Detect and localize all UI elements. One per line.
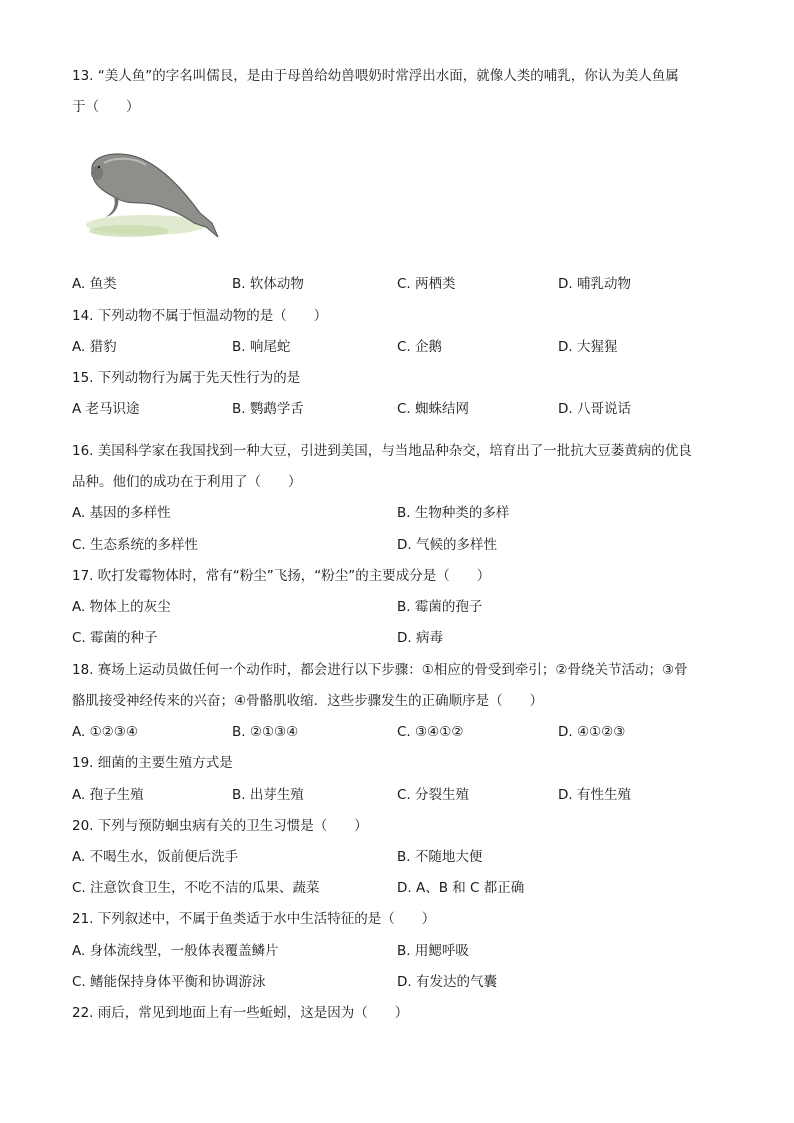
question-13-option-a: A. 鱼类 — [72, 276, 117, 292]
question-19-option-d: D. 有性生殖 — [558, 787, 631, 803]
question-21-option-b: B. 用鳃呼吸 — [397, 943, 469, 959]
dugong-illustration-icon — [84, 147, 224, 243]
question-17-option-d: D. 病毒 — [397, 630, 443, 646]
question-21-option-c: C. 鳍能保持身体平衡和协调游泳 — [72, 974, 266, 990]
question-14-stem: 14. 下列动物不属于恒温动物的是（ ） — [72, 308, 328, 324]
question-20-option-b: B. 不随地大便 — [397, 849, 483, 865]
question-16-option-d: D. 气候的多样性 — [397, 537, 497, 553]
question-20-option-a: A. 不喝生水，饭前便后洗手 — [72, 849, 239, 865]
question-16-option-a: A. 基因的多样性 — [72, 505, 171, 521]
question-15-option-a: A 老马识途 — [72, 401, 140, 417]
question-21-stem: 21. 下列叙述中，不属于鱼类适于水中生活特征的是（ ） — [72, 911, 436, 927]
question-16-option-b: B. 生物种类的多样 — [397, 505, 510, 521]
question-13-option-d: D. 哺乳动物 — [558, 276, 631, 292]
question-18-stem-line-1: 18. 赛场上运动员做任何一个动作时，都会进行以下步骤：①相应的骨受到牵引；②骨绕关节活动；③骨 — [72, 662, 688, 678]
question-13-option-c: C. 两栖类 — [397, 276, 456, 292]
question-20-option-d: D. A、B 和 C 都正确 — [397, 880, 525, 896]
question-17-stem: 17. 吹打发霉物体时，常有“粉尘”飞扬，“粉尘”的主要成分是（ ） — [72, 568, 491, 584]
question-16-option-c: C. 生态系统的多样性 — [72, 537, 199, 553]
question-21-option-d: D. 有发达的气囊 — [397, 974, 497, 990]
question-17-option-a: A. 物体上的灰尘 — [72, 599, 171, 615]
question-14-option-c: C. 企鹅 — [397, 339, 443, 355]
question-19-option-c: C. 分裂生殖 — [397, 787, 470, 803]
question-18-stem-line-2: 骼肌接受神经传来的兴奋；④骨骼肌收缩．这些步骤发生的正确顺序是（ ） — [72, 693, 544, 709]
question-16-stem-line-2: 品种。他们的成功在于利用了（ ） — [72, 474, 302, 490]
question-19-stem: 19. 细菌的主要生殖方式是 — [72, 755, 233, 771]
question-18-option-c: C. ③④①② — [397, 724, 464, 740]
question-19-option-a: A. 孢子生殖 — [72, 787, 144, 803]
question-18-option-a: A. ①②③④ — [72, 724, 138, 740]
question-14-option-a: A. 猎豹 — [72, 339, 117, 355]
question-18-option-d: D. ④①②③ — [558, 724, 626, 740]
question-15-option-b: B. 鹦鹉学舌 — [232, 401, 304, 417]
question-18-option-b: B. ②①③④ — [232, 724, 299, 740]
question-14-option-d: D. 大猩猩 — [558, 339, 618, 355]
question-13-stem-line-1: 13. “美人鱼”的字名叫儒艮，是由于母兽给幼兽喂奶时常浮出水面，就像人类的哺乳，你认为美人鱼属 — [72, 68, 679, 84]
question-15-stem: 15. 下列动物行为属于先天性行为的是 — [72, 370, 301, 386]
question-20-option-c: C. 注意饮食卫生，不吃不洁的瓜果、蔬菜 — [72, 880, 320, 896]
question-17-option-c: C. 霉菌的种子 — [72, 630, 158, 646]
question-20-stem: 20. 下列与预防蛔虫病有关的卫生习惯是（ ） — [72, 818, 368, 834]
question-21-option-a: A. 身体流线型，一般体表覆盖鳞片 — [72, 943, 279, 959]
question-17-option-b: B. 霉菌的孢子 — [397, 599, 483, 615]
question-13-option-b: B. 软体动物 — [232, 276, 304, 292]
question-13-stem-line-2: 于（ ） — [72, 99, 140, 115]
question-15-option-c: C. 蜘蛛结网 — [397, 401, 470, 417]
question-15-option-d: D. 八哥说话 — [558, 401, 631, 417]
question-14-option-b: B. 响尾蛇 — [232, 339, 291, 355]
question-19-option-b: B. 出芽生殖 — [232, 787, 304, 803]
question-22-stem: 22. 雨后，常见到地面上有一些蚯蚓，这是因为（ ） — [72, 1005, 409, 1021]
question-16-stem-line-1: 16. 美国科学家在我国找到一种大豆，引进到美国，与当地品种杂交，培育出了一批抗大豆萎黄病的优良 — [72, 443, 692, 459]
